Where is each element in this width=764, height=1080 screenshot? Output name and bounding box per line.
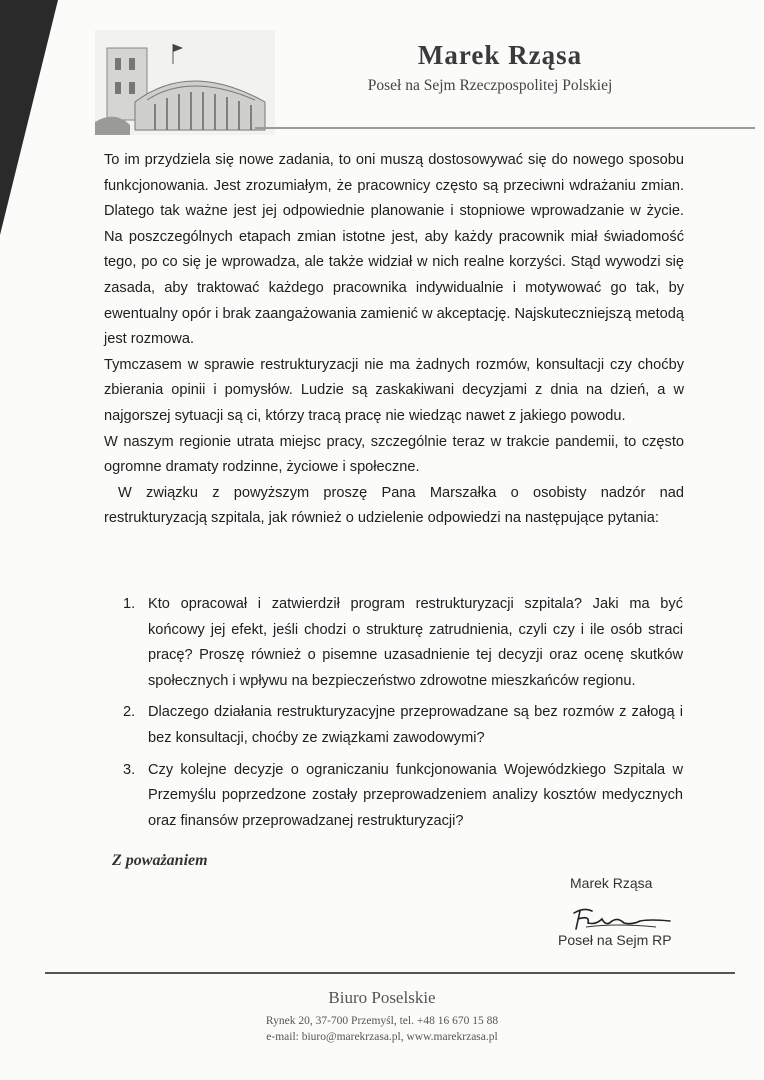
question-text: Czy kolejne decyzje o ograniczaniu funkcjonowania Wojewódzkiego Szpitala w Przemyślu poprzedzone zostały przeprowadzeniem analizy kosztów medycznych oraz finansów przeprowadzanej restrukturyzacji? <box>148 761 683 829</box>
footer-title: Biuro Poselskie <box>328 988 436 1007</box>
handwritten-signature <box>566 903 676 933</box>
sejm-building-logo <box>95 30 275 135</box>
signer-role: Poseł na Sejm RP <box>558 932 672 948</box>
header-subtitle: Poseł na Sejm Rzeczpospolitej Polskiej <box>367 77 613 94</box>
body-paragraph: W naszym regionie utrata miejsc pracy, szczególnie teraz w trakcie pandemii, to często ogromne dramaty rodzinne, życiowe i społeczne. <box>104 433 684 476</box>
question-text: Dlaczego działania restrukturyzacyjne przeprowadzane są bez rozmów z załogą i bez konsultacji, choćby ze związkami zawodowymi? <box>148 704 683 746</box>
body-paragraph: W związku z powyższym proszę Pana Marszałka o osobisty nadzór nad restrukturyzacją szpitala, jak również o udzielenie odpowiedzi na następujące pytania: <box>104 484 684 527</box>
footer-divider <box>45 972 735 974</box>
body-paragraph: Tymczasem w sprawie restrukturyzacji nie ma żadnych rozmów, konsultacji czy choćby zbierania opinii i pomysłów. Ludzie są zaskakiwani decyzjami z dnia na dzień, a w najgorszej sytuacji są ci, którzy tracą pracę nie wiedząc nawet z jakiego powodu. <box>104 356 684 424</box>
page-corner-shadow <box>0 0 60 240</box>
question-item <box>123 592 683 694</box>
questions-list <box>123 592 683 840</box>
closing-greeting: Z poważaniem <box>112 852 208 869</box>
footer-contact: e-mail: biuro@marekrzasa.pl, www.marekrzasa.pl <box>266 1031 498 1043</box>
body-paragraph: To im przydziela się nowe zadania, to oni muszą dostosowywać się do nowego sposobu funkcjonowania. Jest zrozumiałym, że pracownicy często są przeciwni wdrażaniu zmian. Dlatego tak ważne jest jej odpowiednie planowanie i stopniowe wprowadzanie w życie. Na poszczególnych etapach zmian istotne jest, aby każdy pracownik miał świadomość tego, po co się je wprowadza, ale także widział w nich realne korzyści. Stąd wywodzi się zasada, aby traktować każdego pracownika indywidualnie i motywować go tak, by ewentualny opór i brak zaangażowania zamienić w akceptację. Najskuteczniejszą metodą jest rozmowa. <box>104 152 685 348</box>
question-number: 3. <box>123 761 136 778</box>
question-number: 2. <box>123 704 136 721</box>
question-text: Kto opracował i zatwierdził program restrukturyzacji szpitala? Jaki ma być końcowy jej efekt, jeśli chodzi o strukturę zatrudnienia, czyli czy i ile osób straci pracę? Proszę również o pisemne uzasadnienie tej decyzji oraz ocenę skutków społecznych i wpływu na bezpieczeństwo zdrowotne mieszkańców regionu. <box>148 596 683 689</box>
footer-address: Rynek 20, 37-700 Przemyśl, tel. +48 16 670 15 88 <box>265 1015 499 1027</box>
header-name: Marek Rząsa <box>417 40 583 70</box>
question-item <box>123 758 683 835</box>
letter-body <box>104 148 684 532</box>
question-item <box>123 700 683 751</box>
question-number: 1. <box>123 596 136 612</box>
signer-name: Marek Rząsa <box>570 875 653 891</box>
header-divider <box>255 127 755 129</box>
